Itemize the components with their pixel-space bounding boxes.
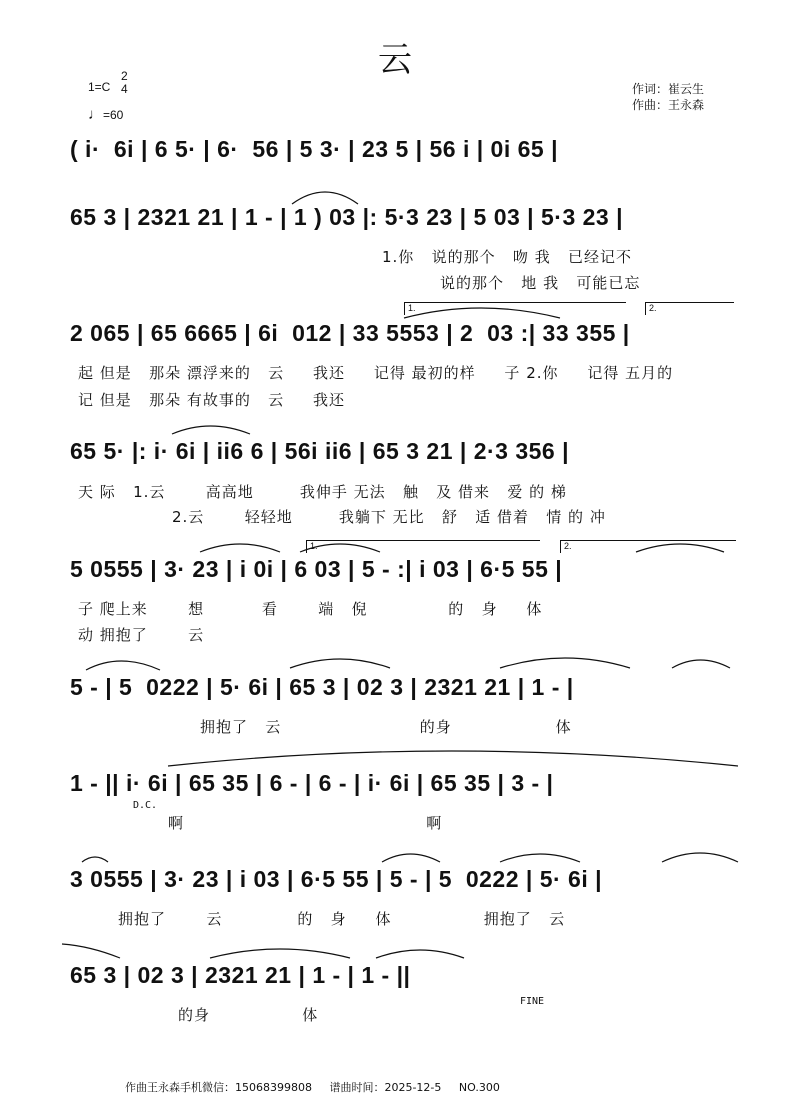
slur-mark <box>200 544 280 552</box>
volta-bracket-first: 1. <box>306 540 540 553</box>
notation-line: 3 0555 | 3· 23 | i 03 | 6·5 55 | 5 - | 5 0222 | 5· 6i | <box>70 866 603 892</box>
tie-mark <box>86 661 160 670</box>
lyric-line: 的身 体 <box>178 1006 319 1024</box>
page-title: 云 <box>378 40 412 80</box>
slur-mark <box>82 857 108 862</box>
slur-mark <box>672 660 730 668</box>
slur-mark <box>210 949 350 958</box>
fine-mark: FINE <box>520 996 545 1007</box>
lyric-line: 动 拥抱了 云 <box>78 626 205 644</box>
slur-mark <box>500 854 580 862</box>
footer <box>118 1066 500 1095</box>
lyric-line: 2.云 轻轻地 我躺下 无比 舒 适 借着 情 的 冲 <box>172 508 606 526</box>
composer-credit: 作曲：王永森 <box>632 98 705 112</box>
tie-mark <box>292 192 358 204</box>
lyric-line: 起 但是 那朵 漂浮来的 云 我还 记得 最初的样 子 2.你 记得 五月的 <box>78 364 674 382</box>
notation-line: 1 - || i· 6i | 65 35 | 6 - | 6 - | i· 6i | 65 35 | 3 - | <box>70 770 554 796</box>
notation-line: 65 5· |: i· 6i | ii6 6 | 56i ii6 | 65 3 21 | 2·3 356 | <box>70 438 570 464</box>
notation-line: 2 065 | 65 6665 | 6i 012 | 33 5553 | 2 03 :| 33 355 | <box>70 320 630 346</box>
lyric-line: 天 际 1.云 高高地 我伸手 无法 触 及 借来 爱 的 梯 <box>78 483 567 501</box>
lyric-line: 1.你 说的那个 吻 我 已经记不 <box>382 248 632 266</box>
lyric-line: 啊 啊 <box>168 814 443 832</box>
slur-mark <box>404 308 560 318</box>
piece-number: NO.300 <box>458 1081 500 1094</box>
slur-mark <box>300 544 380 552</box>
lyricist-credit: 作词：崔云生 <box>632 82 705 96</box>
slur-mark <box>662 853 738 862</box>
lyric-line: 子 爬上来 想 看 端 倪 的 身 体 <box>78 600 543 618</box>
slur-mark <box>172 426 250 434</box>
lyric-line: 拥抱了 云 的 身 体 拥抱了 云 <box>118 910 566 928</box>
volta-bracket-second: 2. <box>645 302 734 315</box>
composer-contact: 作曲王永森手机微信：15068399808 <box>125 1081 312 1094</box>
slur-mark <box>168 751 738 766</box>
notation-line: ( i· 6i | 6 5· | 6· 56 | 5 3· | 23 5 | 56 i | 0i 65 | <box>70 136 559 162</box>
notation-line: 5 0555 | 3· 23 | i 0i | 6 03 | 5 - :| i 03 | 6·5 55 | <box>70 556 563 582</box>
notation-line: 65 3 | 2321 21 | 1 - | 1 ) 03 |: 5·3 23 | 5 03 | 5·3 23 | <box>70 204 624 230</box>
volta-bracket-second: 2. <box>560 540 736 553</box>
slur-mark <box>500 658 630 668</box>
tie-mark <box>376 950 464 958</box>
time-signature-bottom: 4 <box>121 82 128 96</box>
key-signature: 1=C <box>88 80 111 94</box>
time-signature-top: 2 <box>121 69 128 83</box>
lyric-line: 记 但是 那朵 有故事的 云 我还 <box>78 391 345 409</box>
slur-mark <box>382 854 440 862</box>
notation-line: 65 3 | 02 3 | 2321 21 | 1 - | 1 - || <box>70 962 411 988</box>
da-capo-mark: D.C. <box>133 800 158 811</box>
slur-mark <box>290 659 390 668</box>
tempo-value: =60 <box>103 108 124 122</box>
lyric-line: 说的那个 地 我 可能已忘 <box>440 274 641 292</box>
notation-line: 5 - | 5 0222 | 5· 6i | 65 3 | 02 3 | 2321 21 | 1 - | <box>70 674 574 700</box>
slur-mark <box>62 944 120 958</box>
lyric-line: 拥抱了 云 的身 体 <box>200 718 572 736</box>
volta-bracket-first: 1. <box>404 302 626 315</box>
slur-mark <box>636 544 724 552</box>
quarter-note-icon: ♩ <box>88 106 103 123</box>
composition-date: 谱曲时间：2025-12-5 <box>329 1081 442 1094</box>
